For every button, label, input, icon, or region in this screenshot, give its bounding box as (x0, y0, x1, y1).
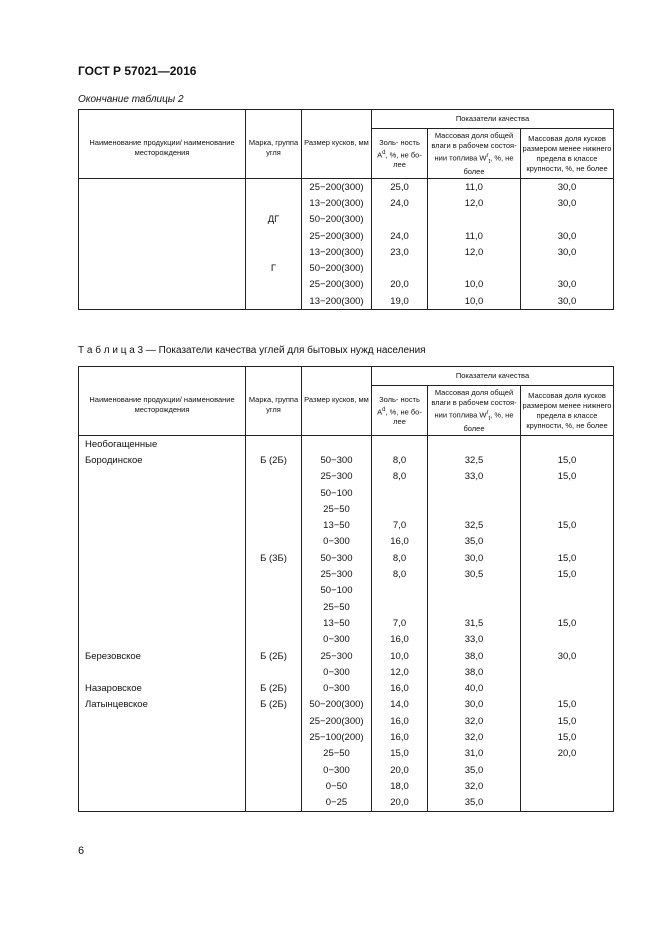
cell-grade (246, 534, 302, 550)
cell-moisture: 10,0 (428, 293, 521, 310)
cell-moisture: 32,0 (428, 778, 521, 794)
cell-name (79, 212, 246, 228)
cell-fines (521, 664, 614, 680)
table3-header (79, 367, 614, 436)
cell-size: 0−300 (302, 534, 372, 550)
cell-fines: 15,0 (521, 697, 614, 713)
table3-body (79, 436, 614, 812)
cell-name (79, 179, 246, 196)
cell-size: 0−50 (302, 778, 372, 794)
cell-ash: 7,0 (372, 615, 428, 631)
cell-ash: 14,0 (372, 697, 428, 713)
table-row (79, 228, 614, 244)
cell-grade: ДГ (246, 212, 302, 228)
cell-name (79, 664, 246, 680)
cell-name (79, 277, 246, 293)
cell-name (79, 713, 246, 729)
cell-size: 0−300 (302, 664, 372, 680)
col-quality-header: Показатели качества (372, 367, 614, 386)
cell-name (79, 485, 246, 501)
cell-size: 25−200(300) (302, 713, 372, 729)
cell-grade: Г (246, 260, 302, 276)
col-size-header: Размер кусков, мм (302, 110, 372, 179)
cell-moisture: 12,0 (428, 195, 521, 211)
cell-ash: 10,0 (372, 648, 428, 664)
cell-size: 25−300 (302, 469, 372, 485)
cell-grade (246, 485, 302, 501)
cell-moisture: 35,0 (428, 795, 521, 812)
page-number: 6 (78, 845, 85, 857)
col-grade-header: Марка, группа угля (246, 367, 302, 436)
cell-moisture (428, 436, 521, 453)
cell-grade (246, 778, 302, 794)
cell-name (79, 762, 246, 778)
cell-grade (246, 566, 302, 582)
cell-fines: 15,0 (521, 615, 614, 631)
cell-ash: 20,0 (372, 277, 428, 293)
cell-size: 25−100(200) (302, 729, 372, 745)
cell-size: 25−300 (302, 566, 372, 582)
cell-ash (372, 501, 428, 517)
cell-grade: Б (2Б) (246, 697, 302, 713)
cell-moisture: 35,0 (428, 534, 521, 550)
cell-moisture: 30,5 (428, 566, 521, 582)
cell-ash (372, 212, 428, 228)
cell-ash (372, 485, 428, 501)
cell-ash: 8,0 (372, 566, 428, 582)
cell-grade (246, 501, 302, 517)
cell-moisture: 33,0 (428, 632, 521, 648)
cell-moisture (428, 212, 521, 228)
table-row (79, 260, 614, 276)
cell-name (79, 534, 246, 550)
cell-name (79, 746, 246, 762)
cell-fines: 15,0 (521, 729, 614, 745)
cell-name (79, 632, 246, 648)
cell-moisture: 11,0 (428, 228, 521, 244)
cell-grade (246, 517, 302, 533)
col-moisture-header: Массовая доля общей влаги в рабочем состоя- нии топлива $W^r_t$, %, не более (428, 129, 521, 179)
cell-fines (521, 212, 614, 228)
cell-fines: 30,0 (521, 648, 614, 664)
cell-size: 25−300 (302, 648, 372, 664)
cell-fines (521, 795, 614, 812)
col-ash-header: Золь- ность $A^d$, %, не бо- лее (372, 129, 428, 179)
table-row (79, 632, 614, 648)
cell-name (79, 501, 246, 517)
cell-grade: Б (2Б) (246, 452, 302, 468)
table3 (78, 366, 614, 812)
cell-moisture (428, 485, 521, 501)
table-row (79, 664, 614, 680)
cell-moisture: 38,0 (428, 664, 521, 680)
cell-grade (246, 729, 302, 745)
cell-ash (372, 260, 428, 276)
cell-size: 25−50 (302, 501, 372, 517)
cell-size: 25−200(300) (302, 277, 372, 293)
cell-name (79, 566, 246, 582)
cell-moisture: 32,0 (428, 713, 521, 729)
cell-moisture: 30,0 (428, 550, 521, 566)
cell-fines (521, 583, 614, 599)
cell-name: Латынцевское (79, 697, 246, 713)
col-grade-header: Марка, группа угля (246, 110, 302, 179)
cell-grade (246, 762, 302, 778)
cell-size: 13−50 (302, 517, 372, 533)
table-row (79, 179, 614, 196)
table-row (79, 293, 614, 310)
table-row (79, 534, 614, 550)
cell-ash: 23,0 (372, 244, 428, 260)
table2 (78, 109, 614, 310)
table2-caption: Окончание таблицы 2 (78, 94, 184, 105)
cell-size: 50−100 (302, 583, 372, 599)
cell-size: 25−50 (302, 599, 372, 615)
cell-name (79, 228, 246, 244)
cell-grade (246, 713, 302, 729)
cell-size: 50−200(300) (302, 260, 372, 276)
cell-fines: 30,0 (521, 244, 614, 260)
cell-name (79, 583, 246, 599)
cell-moisture: 31,5 (428, 615, 521, 631)
cell-size: 50−300 (302, 452, 372, 468)
cell-size: 0−300 (302, 762, 372, 778)
cell-moisture: 31,0 (428, 746, 521, 762)
table-row (79, 550, 614, 566)
cell-size: 25−50 (302, 746, 372, 762)
col-moisture-header: Массовая доля общей влаги в рабочем состоя- нии топлива $W^r_t$, %, не более (428, 386, 521, 436)
cell-ash: 8,0 (372, 469, 428, 485)
table-row (79, 501, 614, 517)
cell-ash: 16,0 (372, 680, 428, 696)
cell-moisture: 32,5 (428, 517, 521, 533)
cell-grade (246, 179, 302, 196)
cell-name (79, 599, 246, 615)
cell-name: Бородинское (79, 452, 246, 468)
cell-name (79, 244, 246, 260)
cell-size: 13−200(300) (302, 195, 372, 211)
cell-moisture (428, 599, 521, 615)
cell-name (79, 195, 246, 211)
cell-ash: 16,0 (372, 632, 428, 648)
cell-name (79, 615, 246, 631)
cell-moisture: 32,5 (428, 452, 521, 468)
cell-ash (372, 583, 428, 599)
cell-fines (521, 534, 614, 550)
cell-ash: 12,0 (372, 664, 428, 680)
cell-moisture: 35,0 (428, 762, 521, 778)
cell-name (79, 260, 246, 276)
cell-fines: 15,0 (521, 550, 614, 566)
table2-body (79, 179, 614, 310)
cell-fines (521, 599, 614, 615)
cell-grade (246, 195, 302, 211)
cell-name (79, 795, 246, 812)
cell-name (79, 293, 246, 310)
cell-ash: 20,0 (372, 795, 428, 812)
cell-fines (521, 501, 614, 517)
cell-ash: 19,0 (372, 293, 428, 310)
cell-moisture: 11,0 (428, 179, 521, 196)
col-name-header: Наименование продукции/ наименование месторождения (79, 367, 246, 436)
cell-size: 50−200(300) (302, 212, 372, 228)
table3-caption: Т а б л и ц а 3 — Показатели качества углей для бытовых нужд населения (78, 345, 426, 356)
cell-grade (246, 583, 302, 599)
cell-grade (246, 664, 302, 680)
cell-moisture (428, 501, 521, 517)
cell-size (302, 436, 372, 453)
cell-ash: 16,0 (372, 534, 428, 550)
col-name-header: Наименование продукции/ наименование месторождения (79, 110, 246, 179)
cell-ash (372, 436, 428, 453)
cell-moisture: 30,0 (428, 697, 521, 713)
cell-ash: 8,0 (372, 452, 428, 468)
cell-fines (521, 260, 614, 276)
cell-name: Березовское (79, 648, 246, 664)
col-ash-header: Золь- ность $A^d$, %, не бо- лее (372, 386, 428, 436)
table-row (79, 212, 614, 228)
cell-name: Необогащенные (79, 436, 246, 453)
cell-grade (246, 228, 302, 244)
cell-size: 50−100 (302, 485, 372, 501)
table-row (79, 583, 614, 599)
cell-moisture: 38,0 (428, 648, 521, 664)
cell-ash: 18,0 (372, 778, 428, 794)
cell-ash: 16,0 (372, 713, 428, 729)
cell-grade (246, 244, 302, 260)
table-row (79, 436, 614, 453)
cell-ash: 7,0 (372, 517, 428, 533)
table-row (79, 713, 614, 729)
cell-ash: 24,0 (372, 228, 428, 244)
col-quality-header: Показатели качества (372, 110, 614, 129)
cell-moisture (428, 260, 521, 276)
cell-moisture: 32,0 (428, 729, 521, 745)
cell-fines: 30,0 (521, 277, 614, 293)
cell-name (79, 517, 246, 533)
cell-grade (246, 599, 302, 615)
cell-moisture: 40,0 (428, 680, 521, 696)
table-row (79, 452, 614, 468)
cell-grade (246, 436, 302, 453)
cell-name (79, 469, 246, 485)
cell-name (79, 550, 246, 566)
table-row (79, 615, 614, 631)
cell-fines (521, 485, 614, 501)
cell-grade: Б (2Б) (246, 680, 302, 696)
cell-fines: 30,0 (521, 293, 614, 310)
table-row (79, 729, 614, 745)
cell-size: 50−200(300) (302, 697, 372, 713)
cell-name: Назаровское (79, 680, 246, 696)
cell-fines (521, 762, 614, 778)
cell-grade: Б (2Б) (246, 648, 302, 664)
table-row (79, 244, 614, 260)
table-row (79, 762, 614, 778)
cell-fines: 20,0 (521, 746, 614, 762)
cell-fines: 15,0 (521, 713, 614, 729)
cell-fines: 15,0 (521, 566, 614, 582)
cell-size: 25−200(300) (302, 228, 372, 244)
cell-name (79, 729, 246, 745)
cell-ash: 16,0 (372, 729, 428, 745)
cell-moisture: 33,0 (428, 469, 521, 485)
table-row (79, 566, 614, 582)
table-row (79, 697, 614, 713)
cell-fines: 15,0 (521, 517, 614, 533)
cell-ash: 8,0 (372, 550, 428, 566)
col-fines-header: Массовая доля кусков размером менее нижнего предела в классе крупности, %, не более (521, 129, 614, 179)
cell-moisture: 10,0 (428, 277, 521, 293)
cell-grade (246, 795, 302, 812)
cell-fines: 15,0 (521, 452, 614, 468)
cell-grade: Б (3Б) (246, 550, 302, 566)
cell-size: 13−200(300) (302, 293, 372, 310)
cell-ash: 25,0 (372, 179, 428, 196)
cell-ash: 15,0 (372, 746, 428, 762)
cell-moisture (428, 583, 521, 599)
table-row (79, 778, 614, 794)
table-row (79, 517, 614, 533)
cell-ash (372, 599, 428, 615)
table-row (79, 469, 614, 485)
cell-ash: 20,0 (372, 762, 428, 778)
cell-fines (521, 778, 614, 794)
cell-grade (246, 746, 302, 762)
cell-size: 50−300 (302, 550, 372, 566)
table-row (79, 746, 614, 762)
table-row (79, 277, 614, 293)
table-row (79, 599, 614, 615)
cell-name (79, 778, 246, 794)
col-size-header: Размер кусков, мм (302, 367, 372, 436)
cell-ash: 24,0 (372, 195, 428, 211)
table-row (79, 680, 614, 696)
cell-moisture: 12,0 (428, 244, 521, 260)
cell-fines: 15,0 (521, 469, 614, 485)
cell-grade (246, 615, 302, 631)
cell-grade (246, 293, 302, 310)
cell-size: 13−50 (302, 615, 372, 631)
cell-grade (246, 469, 302, 485)
col-fines-header: Массовая доля кусков размером менее нижнего предела в классе крупности, %, не более (521, 386, 614, 436)
table-row (79, 795, 614, 812)
cell-grade (246, 632, 302, 648)
cell-size: 13−200(300) (302, 244, 372, 260)
cell-fines: 30,0 (521, 228, 614, 244)
cell-fines: 30,0 (521, 179, 614, 196)
cell-grade (246, 277, 302, 293)
table-row (79, 648, 614, 664)
document-title: ГОСТ Р 57021—2016 (78, 64, 197, 78)
cell-size: 0−300 (302, 632, 372, 648)
cell-size: 0−300 (302, 680, 372, 696)
cell-fines (521, 680, 614, 696)
cell-size: 0−25 (302, 795, 372, 812)
table2-header (79, 110, 614, 179)
cell-fines: 30,0 (521, 195, 614, 211)
cell-size: 25−200(300) (302, 179, 372, 196)
table-row (79, 485, 614, 501)
table-row (79, 195, 614, 211)
cell-fines (521, 632, 614, 648)
cell-fines (521, 436, 614, 453)
